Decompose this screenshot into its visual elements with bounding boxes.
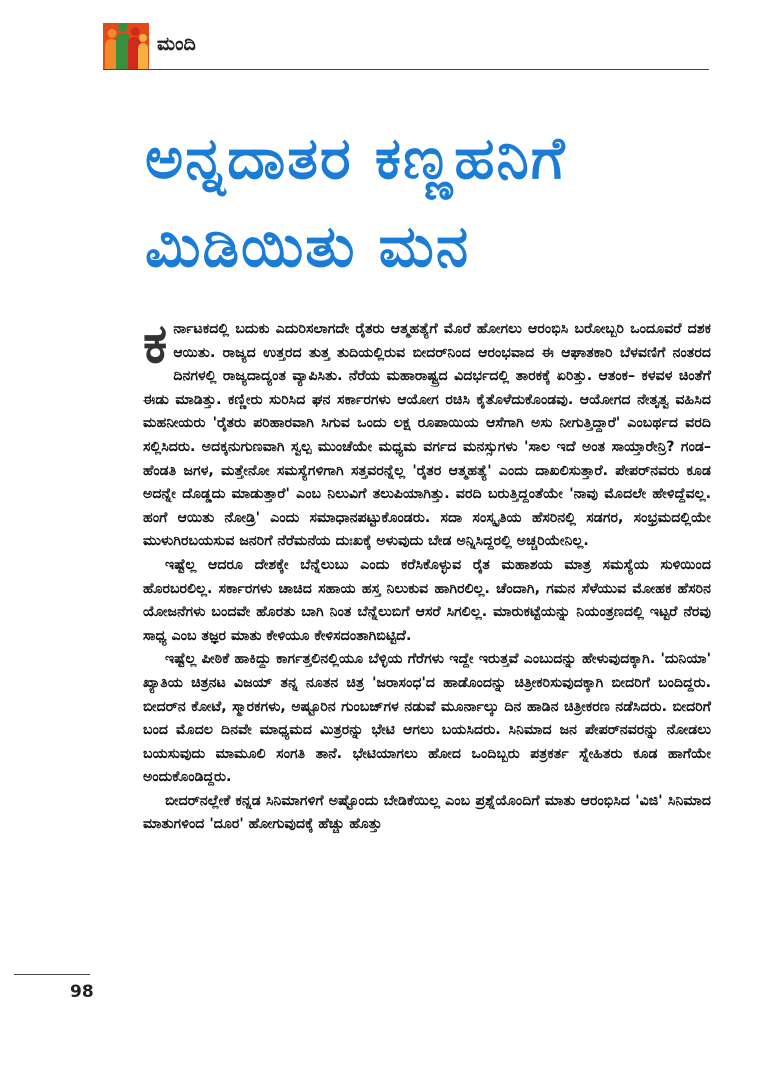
title-line-2: ಮಿಡಿಯಿತು ಮನ: [145, 212, 471, 280]
dropcap: ಕ: [143, 312, 168, 375]
paragraph: ಬೀದರ್‌ನಲ್ಲೇಕೆ ಕನ್ನಡ ಸಿನಿಮಾಗಳಿಗೆ ಅಷ್ಟೊಂದು ಬೇಡಿಕೆಯಿಲ್ಲ ಎಂಬ ಪ್ರಶ್ನೆಯೊಂದಿಗೆ ಮಾತು ಆರಂಭಿಸಿದ 'ವಿಜಿ' ಸಿನಿಮಾದ ಮಾತುಗಳಿಂದ 'ದೂರ' ಹೋಗುವುದಕ್ಕೆ ಹೆಚ್ಚು ಹೊತ್ತು: [143, 792, 711, 833]
paragraph-text: ರ್ನಾಟಕದಲ್ಲಿ ಬದುಕು ಎದುರಿಸಲಾಗದೇ ರೈತರು ಆತ್ಮಹತ್ಯೆಗೆ ಮೊರೆ ಹೋಗಲು ಆರಂಭಿಸಿ ಬರೋಬ್ಬರಿ ಒಂದೂವರೆ ದಶಕ ಆಯಿತು. ರಾಜ್ಯದ ಉತ್ತರದ ತುತ್ತ ತುದಿಯಲ್ಲಿರುವ ಬೀದರ್‌ನಿಂದ ಆರಂಭವಾದ ಈ ಆಘಾತಕಾರಿ ಬೆಳವಣಿಗೆ ನಂತರದ ದಿನಗಳಲ್ಲಿ ರಾಜ್ಯದಾದ್ಯಂತ ವ್ಯಾಪಿಸಿತು. ನೆರೆಯ ಮಹಾರಾಷ್ಟ್ರದ ವಿದರ್ಭದಲ್ಲಿ ತಾರಕಕ್ಕೆ ಏರಿತ್ತು. ಆತಂಕ– ಕಳವಳ ಚಿಂತೆಗೆ ಈಡು ಮಾಡಿತ್ತು. ಕಣ್ಣೀರು ಸುರಿಸಿದ ಘನ ಸರ್ಕಾರಗಳು ಆಯೋಗ ರಚಿಸಿ ಕೈತೊಳೆದುಕೊಂಡವು. ಆಯೋಗದ ನೇತೃತ್ವ ವಹಿಸಿದ ಮಹನೀಯರು 'ರೈತರು ಪರಿಹಾರವಾಗಿ ಸಿಗುವ ಒಂದು ಲಕ್ಷ ರೂಪಾಯಿಯ ಆಸೆಗಾಗಿ ಅಸು ನೀಗುತ್ತಿದ್ದಾರೆ' ಎಂಬರ್ಥದ ವರದಿ ಸಲ್ಲಿಸಿದರು. ಅದಕ್ಕನುಗುಣವಾಗಿ ಸ್ವಲ್ಪ ಮುಂಚೆಯೇ ಮಧ್ಯಮ ವರ್ಗದ ಮನಸ್ಸುಗಳು 'ಸಾಲ ಇದೆ ಅಂತ ಸಾಯ್ತಾರೇನ್ರಿ? ಗಂಡ– ಹೆಂಡತಿ ಜಗಳ, ಮತ್ತೇನೋ ಸಮಸ್ಯೆಗಳಿಗಾಗಿ ಸತ್ತವರನ್ನೆಲ್ಲ 'ರೈತರ ಆತ್ಮಹತ್ಯೆ' ಎಂದು ದಾಖಲಿಸುತ್ತಾರೆ. ಪೇಪರ್‌ನವರು ಕೂಡ ಅದನ್ನೇ ದೊಡ್ಡದು ಮಾಡುತ್ತಾರೆ' ಎಂಬ ನಿಲುವಿಗೆ ತಲುಪಿಯಾಗಿತ್ತು. ವರದಿ ಬರುತ್ತಿದ್ದಂತೆಯೇ 'ನಾವು ಮೊದಲೇ ಹೇಳಿದ್ದೆವಲ್ಲ. ಹಂಗೆ ಆಯಿತು ನೋಡ್ರಿ' ಎಂದು ಸಮಾಧಾನಪಟ್ಟುಕೊಂಡರು. ಸದಾ ಸಂಸ್ಕೃತಿಯ ಹೆಸರಿನಲ್ಲಿ ಸಡಗರ, ಸಂಭ್ರಮದಲ್ಲಿಯೇ ಮುಳುಗಿರಬಯಸುವ ಜನರಿಗೆ ನೆರೆಮನೆಯ ದುಃಖಕ್ಕೆ ಅಳುವುದು ಬೇಡ ಅನ್ನಿಸಿದ್ದರಲ್ಲಿ ಅಚ್ಚರಿಯೇನಿಲ್ಲ.: [143, 321, 711, 550]
page-number: 98: [70, 982, 94, 1002]
footer-rule: [14, 974, 90, 975]
title-line-1: ಅನ್ನದಾತರ ಕಣ್ಣಹನಿಗೆ: [145, 124, 567, 192]
paragraph: ಇಷ್ಟೆಲ್ಲ ಪೀಠಿಕೆ ಹಾಕಿದ್ದು ಕಾರ್ಗತ್ತಲಿನಲ್ಲಿಯೂ ಬೆಳ್ಳಿಯ ಗೆರೆಗಳು ಇದ್ದೇ ಇರುತ್ತವೆ ಎಂಬುದನ್ನು ಹೇಳುವುದಕ್ಕಾಗಿ. 'ದುನಿಯಾ' ಖ್ಯಾತಿಯ ಚಿತ್ರನಟ ವಿಜಯ್ ತನ್ನ ನೂತನ ಚಿತ್ರ 'ಜರಾಸಂಧ'ದ ಹಾಡೊಂದನ್ನು ಚಿತ್ರೀಕರಿಸುವುದಕ್ಕಾಗಿ ಬೀದರಿಗೆ ಬಂದಿದ್ದರು. ಬೀದರ್‌ನ ಕೋಟೆ, ಸ್ಮಾರಕಗಳು, ಅಷ್ಟೂರಿನ ಗುಂಬಜ್‌ಗಳ ನಡುವೆ ಮೂರ್ನಾಲ್ಕು ದಿನ ಹಾಡಿನ ಚಿತ್ರೀಕರಣ ನಡೆಸಿದರು. ಬೀದರಿಗೆ ಬಂದ ಮೊದಲ ದಿನವೇ ಮಾಧ್ಯಮದ ಮಿತ್ರರನ್ನು ಭೇಟಿ ಆಗಲು ಬಯಸಿದರು. ಸಿನಿಮಾದ ಜನ ಪೇಪರ್‌ನವರನ್ನು ನೋಡಲು ಬಯಸುವುದು ಮಾಮೂಲಿ ಸಂಗತಿ ತಾನೆ. ಭೇಟಿಯಾಗಲು ಹೋದ ಒಂದಿಬ್ಬರು ಪತ್ರಕರ್ತ ಸ್ನೇಹಿತರು ಕೂಡ ಹಾಗೆಯೇ ಅಂದುಕೊಂಡಿದ್ದರು.: [143, 651, 711, 786]
article-body: [143, 312, 711, 837]
paragraph: [143, 312, 711, 554]
header-rule: [103, 69, 709, 70]
logo-figure: [138, 43, 148, 69]
paragraph: ಇಷ್ಟೆಲ್ಲ ಆದರೂ ದೇಶಕ್ಕೇ ಬೆನ್ನೆಲುಬು ಎಂದು ಕರೆಸಿಕೊಳ್ಳುವ ರೈತ ಮಹಾಶಯ ಮಾತ್ರ ಸಮಸ್ಯೆಯ ಸುಳಿಯಿಂದ ಹೊರಬರಲಿಲ್ಲ. ಸರ್ಕಾರಗಳು ಚಾಚಿದ ಸಹಾಯ ಹಸ್ತ ನಿಲುಕುವ ಹಾಗಿರಲಿಲ್ಲ. ಚೆಂದಾಗಿ, ಗಮನ ಸೆಳೆಯುವ ಮೋಹಕ ಹೆಸರಿನ ಯೋಜನೆಗಳು ಬಂದವೇ ಹೊರತು ಬಾಗಿ ನಿಂತ ಬೆನ್ನೆಲುಬಿಗೆ ಆಸರೆ ಸಿಗಲಿಲ್ಲ. ಮಾರುಕಟ್ಟೆಯನ್ನು ನಿಯಂತ್ರಣದಲ್ಲಿ ಇಟ್ಟರೆ ನೆರವು ಸಾಧ್ಯ ಎಂಬ ತಜ್ಞರ ಮಾತು ಕೇಳಿಯೂ ಕೇಳಿಸದಂತಾಗಿಬಿಟ್ಟಿದೆ.: [143, 556, 711, 644]
section-logo: [103, 23, 149, 69]
section-label: ಮಂದಿ: [157, 33, 196, 55]
article-title: [145, 114, 705, 290]
